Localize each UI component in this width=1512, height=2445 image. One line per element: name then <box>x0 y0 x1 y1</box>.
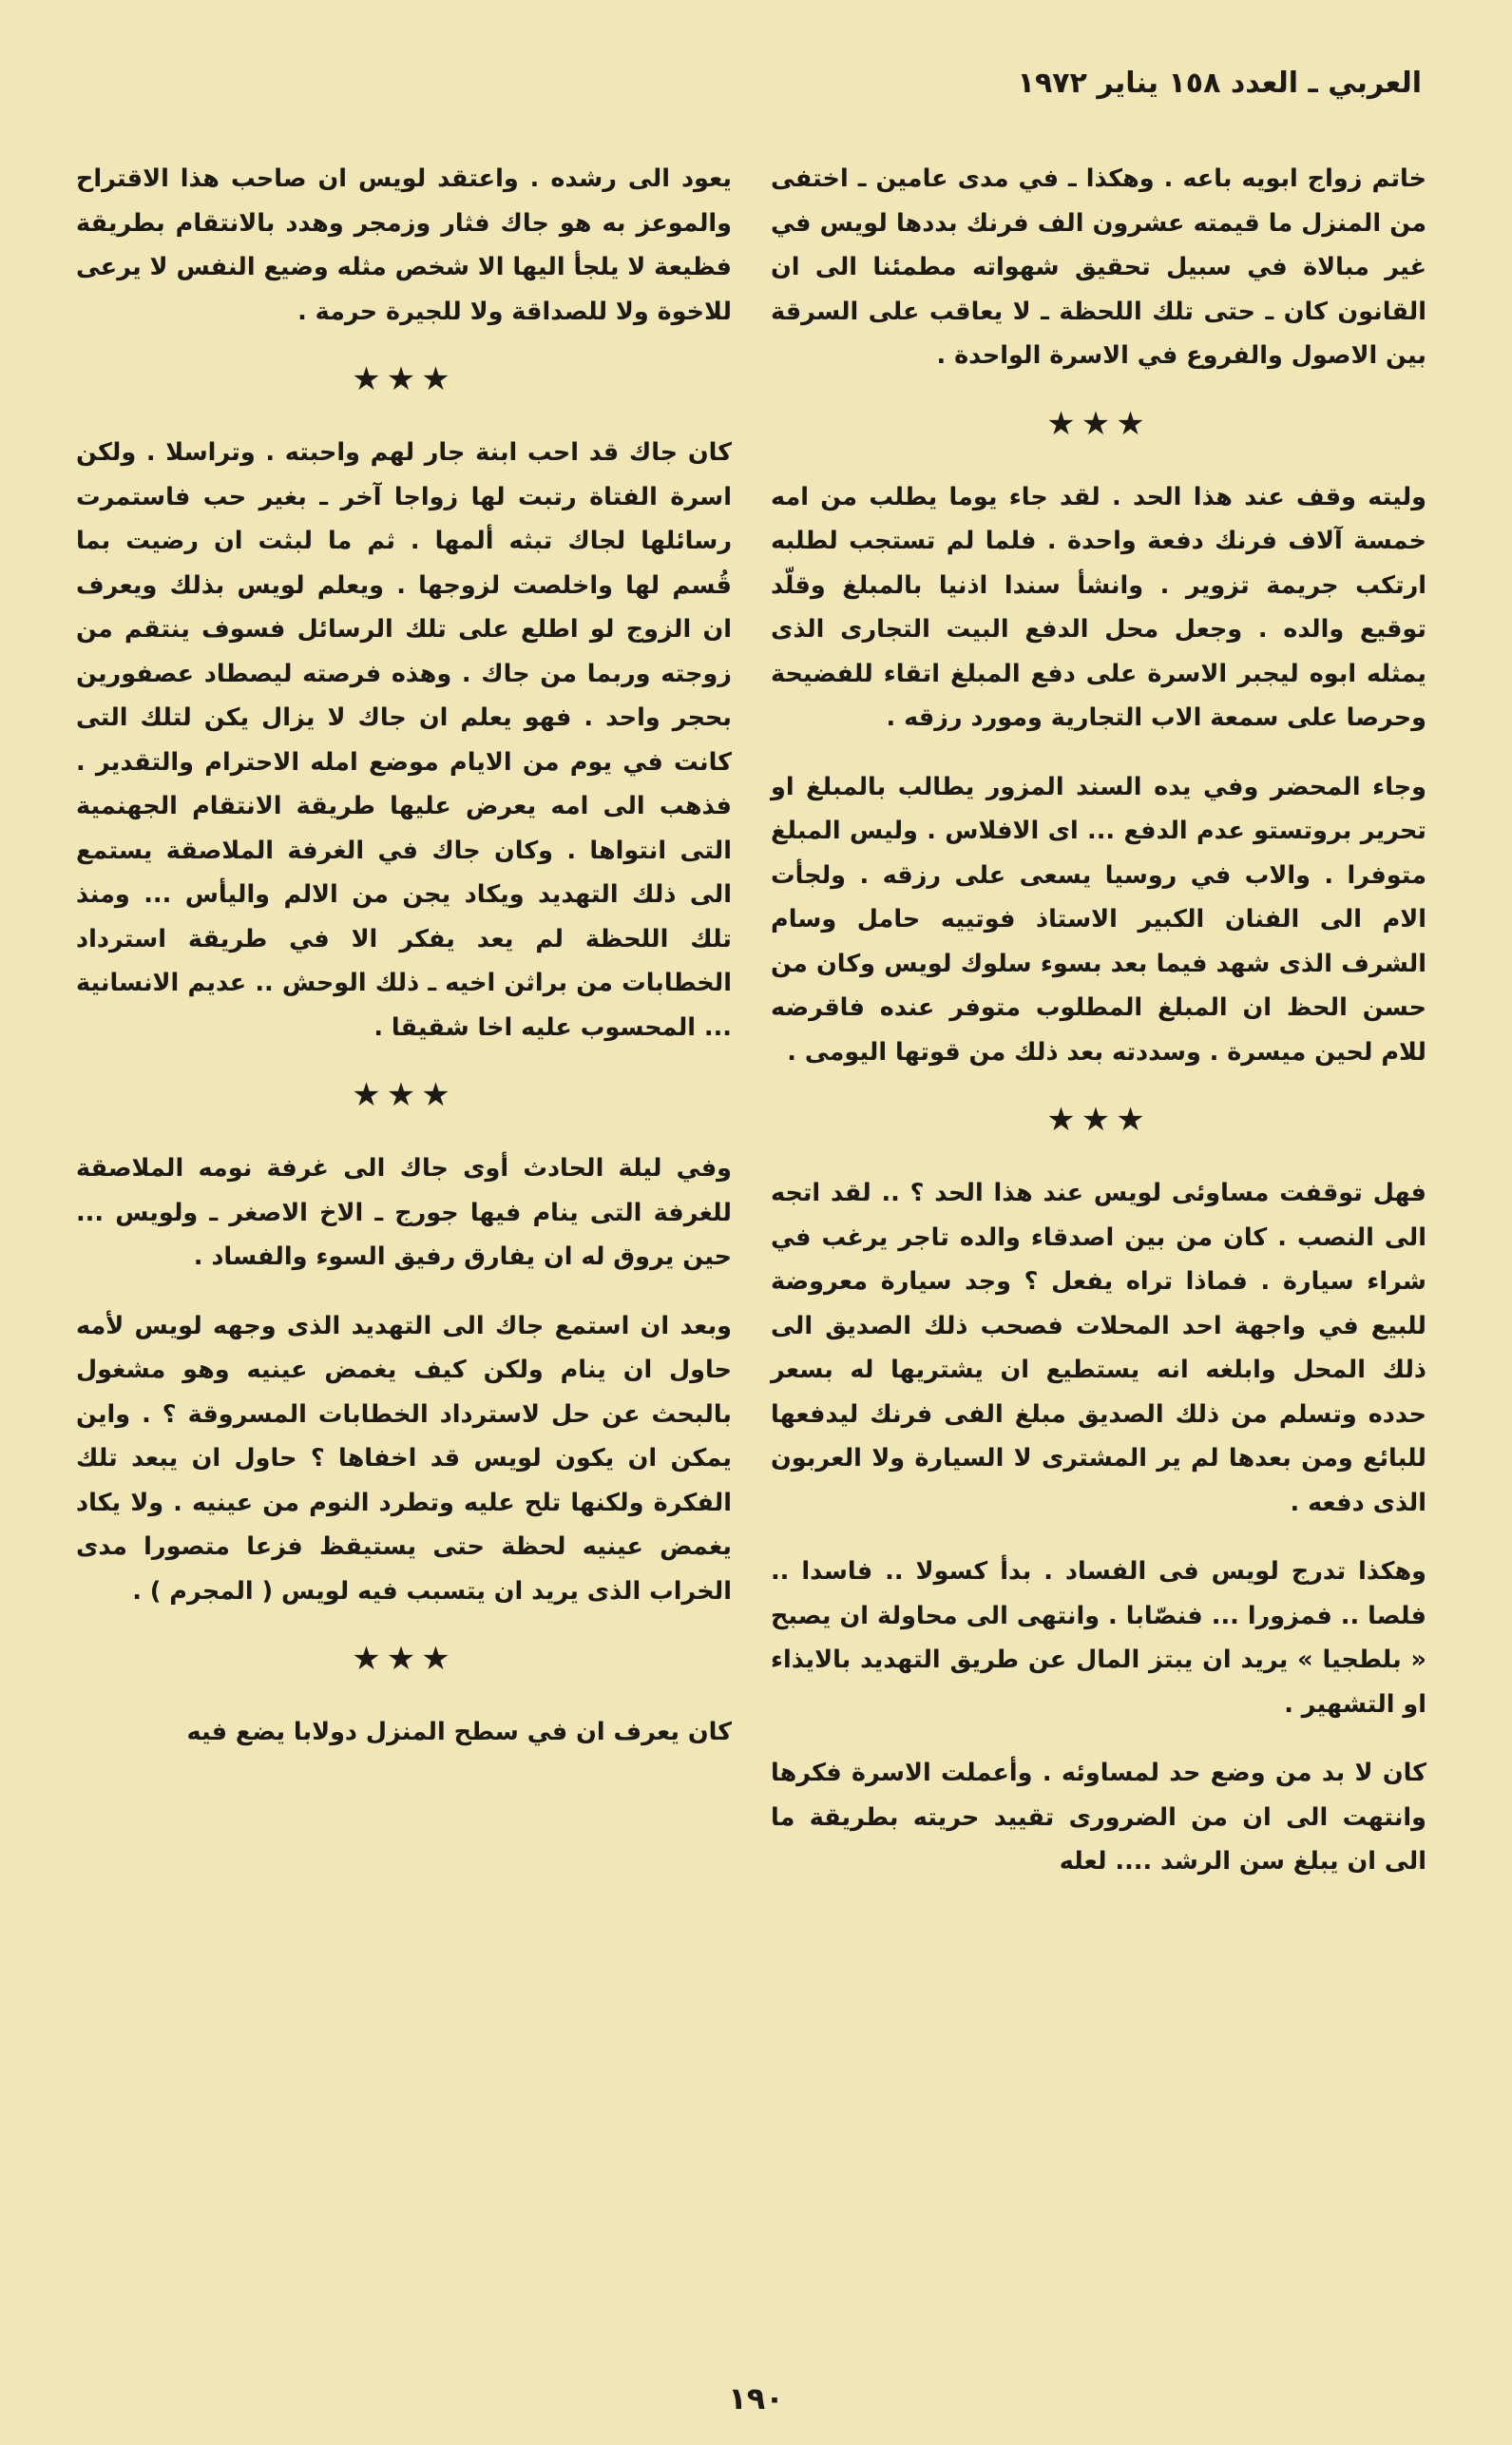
paragraph: وجاء المحضر وفي يده السند المزور يطالب بالمبلغ او تحرير بروتستو عدم الدفع ... اى الافلاس . وليس المبلغ متوفرا . والاب في روسيا يسعى على رزقه . ولجأت الام الى الفنان الكبير الاستاذ فوتييه حامل وسام الشرف الذى شهد فيما بعد بسوء سلوك لويس وكان من حسن الحظ ان المبلغ المطلوب متوفر عنده فاقرضه للام لحين ميسرة . وسددته بعد ذلك من قوتها اليومى . <box>771 772 1426 1067</box>
section-divider: ★★★ <box>1046 404 1151 443</box>
paragraph: فهل توقفت مساوئى لويس عند هذا الحد ؟ .. لقد اتجه الى النصب . كان من بين اصدقاء والده تاجر يرغب في شراء سيارة . فماذا تراه يفعل ؟ وجد سيارة معروضة للبيع في واجهة احد المحلات فصحب ذلك الصديق الى ذلك المحل وابلغه انه يستطيع ان يشتريها له بسعر حدده وتسلم من ذلك الصديق مبلغ الفى فرنك ليدفعها للبائع ومن بعدها لم ير المشترى لا السيارة ولا العربون الذى دفعه . <box>771 1179 1426 1517</box>
paragraph: وهكذا تدرج لويس فى الفساد . بدأ كسولا .. فاسدا .. فلصا .. فمزورا ... فنصّابا . وانتهى الى محاولة ان يصبح « بلطجيا » يريد ان يبتز المال عن طريق التهديد بالايذاء او التشهير . <box>771 1557 1426 1719</box>
running-head: العربي ـ العدد ١٥٨ يناير ١٩٧٢ <box>1017 67 1422 100</box>
section-divider: ★★★ <box>352 1076 456 1114</box>
paragraph: كان جاك قد احب ابنة جار لهم واحبته . وتراسلا . ولكن اسرة الفتاة رتبت لها زواجا آخر ـ بغير حب فاستمرت رسائلها لجاك تبثه ألمها . ثم ما لبثت ان رضيت بما قُسم لها واخلصت لزوجها . ويعلم لويس بذلك ويعرف ان الزوج لو اطلع على تلك الرسائل فسوف ينتقم من زوجته وربما من جاك . وهذه فرصته ليصطاد عصفورين بحجر واحد . فهو يعلم ان جاك لا يزال يكن لتلك التى كانت في يوم من الايام موضع امله الاحترام والتقدير . فذهب الى امه يعرض عليها طريقة الانتقام الجهنمية التى انتواها . وكان جاك في الغرفة الملاصقة يستمع الى ذلك التهديد ويكاد يجن من الالم واليأس ... ومنذ تلك اللحظة لم يعد يفكر الا في طريقة استرداد الخطابات من براثن اخيه ـ ذلك الوحش .. عديم الانسانية ... المحسوب عليه اخا شقيقا . <box>76 438 732 1042</box>
paragraph: كان لا بد من وضع حد لمساوئه . وأعملت الاسرة فكرها وانتهت الى ان من الضرورى تقييد حريته بطريقة ما الى ان يبلغ سن الرشد .... لعله <box>771 1759 1426 1876</box>
paragraph: وفي ليلة الحادث أوى جاك الى غرفة نومه الملاصقة للغرفة التى ينام فيها جورج ـ الاخ الاصغر ـ ولويس ... حين يروق له ان يفارق رفيق السوء والفساد . <box>76 1154 732 1271</box>
paragraph: يعود الى رشده . واعتقد لويس ان صاحب هذا الاقتراح والموعز به هو جاك فثار وزمجر وهدد بالانتقام بطريقة فظيعة لا يلجأ اليها الا شخص مثله وضيع النفس لا يرعى للاخوة ولا للصداقة ولا للجيرة حرمة . <box>76 164 732 326</box>
paragraph: وليته وقف عند هذا الحد . لقد جاء يوما يطلب من امه خمسة آلاف فرنك دفعة واحدة . فلما لم تستجب لطلبه ارتكب جريمة تزوير . وانشأ سندا اذنيا بالمبلغ وقلّد توقيع والده . وجعل محل الدفع البيت التجارى الذى يمثله ابوه ليجبر الاسرة على دفع المبلغ اتقاء للفضيحة وحرصا على سمعة الاب التجارية ومورد رزقه . <box>771 482 1426 732</box>
right-column <box>771 157 1426 1909</box>
section-divider: ★★★ <box>352 360 456 398</box>
section-divider: ★★★ <box>1046 1101 1151 1139</box>
left-column <box>76 157 732 1780</box>
page-number: ١٩٠ <box>728 2380 784 2416</box>
paragraph: وبعد ان استمع جاك الى التهديد الذى وجهه لويس لأمه حاول ان ينام ولكن كيف يغمض عينيه وهو مشغول بالبحث عن حل لاسترداد الخطابات المسروقة ؟ . واين يمكن ان يكون لويس قد اخفاها ؟ حاول ان يبعد تلك الفكرة ولكنها تلح عليه وتطرد النوم من عينيه . ولا يكاد يغمض عينيه لحظة حتى يستيقظ فزعا متصورا مدى الخراب الذى يريد ان يتسبب فيه لويس ( المجرم ) . <box>76 1311 732 1606</box>
section-divider: ★★★ <box>352 1640 456 1678</box>
paragraph: كان يعرف ان في سطح المنزل دولابا يضع فيه <box>186 1718 732 1746</box>
paragraph: خاتم زواج ابويه باعه . وهكذا ـ في مدى عامين ـ اختفى من المنزل ما قيمته عشرون الف فرنك بددها لويس في غير مبالاة في سبيل تحقيق شهواته مطمئنا الى ان القانون كان ـ حتى تلك اللحظة ـ لا يعاقب على السرقة بين الاصول والفروع في الاسرة الواحدة . <box>771 164 1426 370</box>
